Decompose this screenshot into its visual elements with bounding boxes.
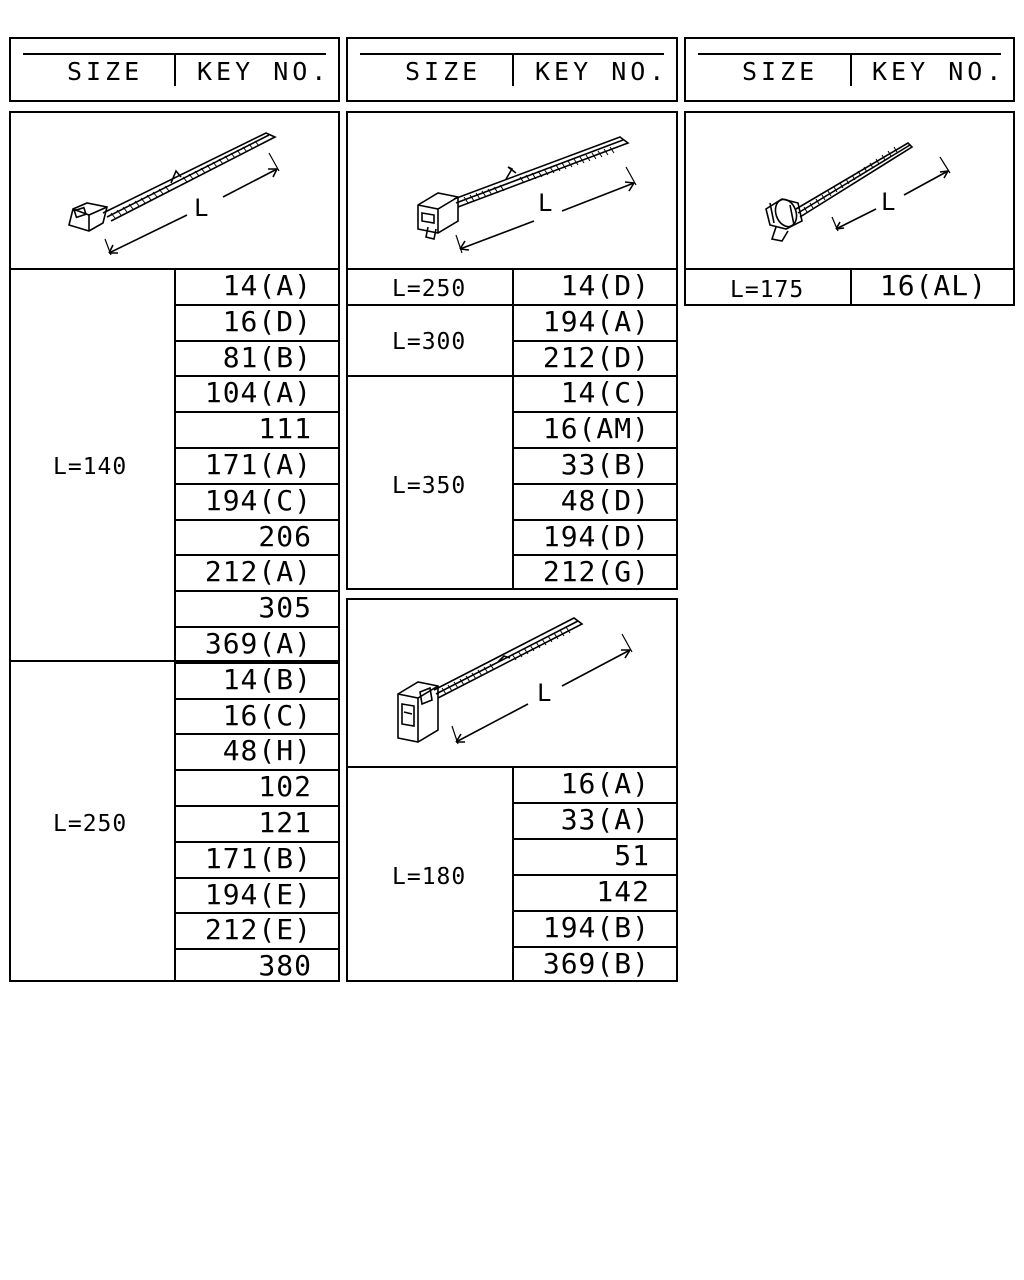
key-no-cell: 305 — [258, 591, 312, 625]
key-no-cell: 14(D) — [560, 269, 650, 302]
key-no-cell: 369(A) — [204, 627, 312, 660]
size-header: SIZE — [742, 57, 819, 86]
key-no-cell: 171(B) — [204, 841, 312, 875]
cable-tie-table-4 — [346, 598, 678, 982]
row-rule — [174, 769, 338, 771]
key-no-cell: 194(A) — [542, 304, 650, 338]
header-box-2 — [346, 37, 678, 102]
key-no-cell: 48(H) — [222, 734, 312, 768]
column-divider — [850, 268, 852, 304]
length-label: L — [537, 679, 552, 707]
row-rule — [174, 948, 338, 950]
size-cell-l180: L=180 — [392, 864, 467, 890]
column-divider — [512, 268, 514, 588]
key-no-cell: 16(AL) — [879, 269, 987, 302]
row-rule — [512, 838, 676, 840]
key-no-cell: 212(E) — [204, 913, 312, 947]
key-no-cell: 16(C) — [222, 698, 312, 732]
row-rule — [174, 411, 338, 413]
key-no-cell: 121 — [258, 806, 312, 839]
key-no-cell: 104(A) — [204, 376, 312, 410]
size-header: SIZE — [67, 57, 144, 86]
key-no-cell: 212(A) — [204, 555, 312, 589]
cable-tie-illustration-2 — [348, 113, 676, 269]
key-no-cell: 142 — [596, 875, 650, 908]
header-box-3 — [684, 37, 1015, 102]
key-no-cell: 111 — [258, 412, 312, 446]
header-divider — [174, 53, 176, 86]
key-no-header: KEY NO. — [197, 57, 331, 86]
key-no-cell: 212(G) — [542, 555, 650, 589]
key-no-cell: 194(B) — [542, 911, 650, 944]
size-cell-l250: L=250 — [392, 276, 467, 302]
key-no-cell: 102 — [258, 770, 312, 804]
cable-tie-table-2 — [346, 111, 678, 590]
length-label: L — [881, 188, 896, 216]
key-no-cell: 212(D) — [542, 340, 650, 374]
row-rule — [174, 590, 338, 592]
key-no-cell: 51 — [614, 839, 650, 872]
row-rule — [512, 874, 676, 876]
cable-tie-illustration-4 — [348, 600, 676, 766]
length-label: L — [194, 194, 209, 222]
key-no-cell: 33(A) — [560, 803, 650, 836]
cable-tie-table-3 — [684, 111, 1015, 306]
key-no-cell: 16(D) — [222, 304, 312, 338]
key-no-cell: 48(D) — [560, 483, 650, 517]
key-no-cell: 194(D) — [542, 519, 650, 553]
size-cell-l140: L=140 — [53, 454, 128, 480]
key-no-cell: 81(B) — [222, 340, 312, 374]
key-no-cell: 380 — [258, 949, 312, 983]
key-no-cell: 194(E) — [204, 877, 312, 911]
row-rule — [174, 519, 338, 521]
size-cell-l175: L=175 — [730, 277, 805, 303]
key-no-cell: 369(B) — [542, 947, 650, 980]
key-no-header: KEY NO. — [535, 57, 669, 86]
key-no-cell: 194(C) — [204, 483, 312, 517]
cable-tie-illustration-3 — [686, 113, 1013, 269]
key-no-cell: 171(A) — [204, 448, 312, 481]
size-cell-l350: L=350 — [392, 473, 467, 499]
key-no-cell: 16(A) — [560, 767, 650, 800]
key-no-header: KEY NO. — [872, 57, 1006, 86]
key-no-cell: 14(B) — [222, 662, 312, 696]
header-box-1 — [9, 37, 340, 102]
key-no-cell: 14(C) — [560, 376, 650, 410]
header-divider — [850, 53, 852, 86]
row-rule — [174, 805, 338, 807]
header-divider — [512, 53, 514, 86]
key-no-cell: 16(AM) — [542, 412, 650, 446]
cable-tie-table-1 — [9, 111, 340, 982]
size-header: SIZE — [405, 57, 482, 86]
key-no-cell: 33(B) — [560, 448, 650, 481]
length-label: L — [538, 189, 553, 217]
size-cell-l300: L=300 — [392, 329, 467, 355]
size-cell-l250: L=250 — [53, 811, 128, 837]
key-no-cell: 14(A) — [222, 269, 312, 302]
key-no-cell: 206 — [258, 519, 312, 553]
cable-tie-illustration-1 — [11, 113, 338, 269]
